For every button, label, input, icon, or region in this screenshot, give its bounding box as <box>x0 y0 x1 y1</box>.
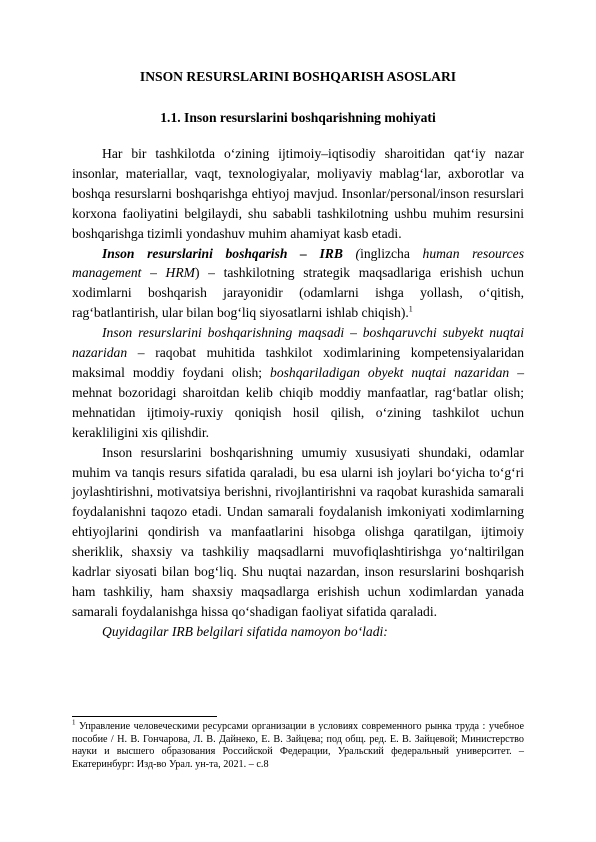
irb-term: Inson resurslarini boshqarish – IRB <box>102 245 343 261</box>
goal-subject-text: – raqobat muhitida tashkilot xodimlarining kompetensiyalaridan maksimal moddiy foydani olish; <box>72 345 524 380</box>
paragraph-intro <box>72 144 524 244</box>
paragraph-features-text: Inson resurslarini boshqarishning umumiy xususiyati shundaki, odamlar muhim va tanqis resurs sifatida qaraladi, bu esa ularni ish joylari bo‘yicha to‘g‘ri joylashtirishni, motivatsiya berishni, rivojlantirishni va raqobat kurashida samarali foydalanishni taqozo etadi. Undan samarali foydalanish imkoniyati xodimlarning ehtiyojlarini qondirish va manfaatlarini hisobga olishga qaratilgan, ijtimoiy sheriklik, shaxsiy va tashkiliy maqsadlarni muvofiqlashtirishga yo‘naltirilgan kadrlar siyosati bilan bog‘liq. Shu nuqtai nazardan, inson resurslarini boshqarish ham tashkiliy, ham shaxsiy maqsadlarga erishish uchun xodimlardan yanada samarali foydalanishga hissa qo‘shadigan faoliyat sifatida qaraladi. <box>72 444 524 619</box>
paragraph-definition <box>72 244 524 324</box>
definition-text: ) – tashkilotning strategik maqsadlariga erishish uchun xodimlarni boshqarish jarayonidir (odamlarni ishga yollash, o‘qitish, rag‘batlantirish, ular bilan bog‘liq siyosatlarni ishlab chiqish). <box>72 265 524 321</box>
document-title: INSON RESURSLARINI BOSHQARISH ASOSLARI <box>139 69 457 84</box>
footnote-text: Управление человеческими ресурсами организации в условиях современного рынка труда : учебное пособие / Н. В. Гончарова, Л. В. Дайнеко, Е. В. Зайцева; под общ. ред. Е. В. Зайцевой; Министерство науки и высшего образования Российской Федерации, Уральский федеральный университет. – Екатеринбург: Изд-во Урал. ун-та, 2021. – с.8 <box>72 721 524 770</box>
english-term: human resources management – HRM <box>72 245 524 281</box>
footnote <box>72 718 524 771</box>
paragraph-signs-intro <box>72 622 524 642</box>
paragraph-intro-text: Har bir tashkilotda o‘zining ijtimoiy–iqtisodiy sharoitidan qat‘iy nazar insonlar, materiallar, vaqt, texnologiyalar, moliyaviy mablag‘lar, axborotlar va boshqa resurslarni boshqarishga ehtiyoj mavjud. Insonlar/personal/inson resurslari korxona faoliyatini belgilaydi, shu sababli tashkilotning ushbu muhim resursini boshqarishga tizimli yondashuv muhim ahamiyat kasb etadi. <box>72 146 524 241</box>
goal-subject-phrase: Inson resurslarini boshqarishning maqsadi – boshqaruvchi subyekt nuqtai nazaridan <box>72 325 524 361</box>
paren-open: ( <box>342 245 361 261</box>
signs-intro-text: Quyidagilar IRB belgilari sifatida namoyon bo‘ladi: <box>102 623 388 639</box>
goal-object-text: – mehnat bozoridagi sharoitdan kelib chiqib moddiy manfaatlar, rag‘batlar olish; mehnatidan ijtimoiy-ruxiy qoniqish hosil qilish, o‘zining tashkilot uchun kerakliligini xis qilishdir. <box>72 364 524 440</box>
footnote-mark: 1 <box>72 718 76 727</box>
document-page <box>72 68 524 642</box>
paragraph-goal <box>72 323 524 442</box>
footnote-divider <box>72 716 217 717</box>
section-heading: 1.1. Inson resurslarini boshqarishning mohiyati <box>160 110 436 125</box>
english-label: inglizcha <box>360 245 410 261</box>
paragraph-features <box>72 443 524 622</box>
document-body <box>72 144 524 642</box>
goal-object-phrase: boshqariladigan obyekt nuqtai nazaridan <box>270 364 510 380</box>
footnote-reference[interactable]: 1 <box>408 304 413 314</box>
